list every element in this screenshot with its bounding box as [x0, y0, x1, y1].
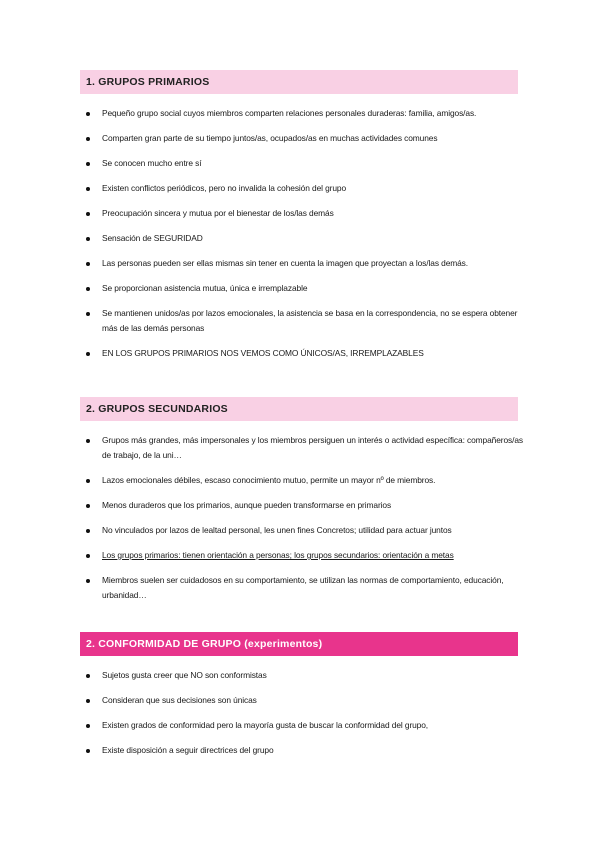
- list-item: EN LOS GRUPOS PRIMARIOS NOS VEMOS COMO ÚNICOS/AS, IRREMPLAZABLES: [84, 346, 524, 361]
- conformidad-list: [84, 668, 524, 758]
- list-item: Las personas pueden ser ellas mismas sin tener en cuenta la imagen que proyectan a los/las demás.: [84, 256, 524, 271]
- list-item: Se mantienen unidos/as por lazos emocionales, la asistencia se basa en la correspondencia, no se espera obtener más de las demás personas: [84, 306, 524, 336]
- list-item: Pequeño grupo social cuyos miembros comparten relaciones personales duraderas: familia, amigos/as.: [84, 106, 524, 121]
- list-item: Se proporcionan asistencia mutua, única e irremplazable: [84, 281, 524, 296]
- section-title: 2. CONFORMIDAD DE GRUPO (experimentos): [86, 638, 323, 650]
- section-heading-grupos-secundarios: [80, 397, 518, 421]
- list-item: Consideran que sus decisiones son únicas: [84, 693, 524, 708]
- list-item: Existen conflictos periódicos, pero no invalida la cohesión del grupo: [84, 181, 524, 196]
- list-item: Existen grados de conformidad pero la mayoría gusta de buscar la conformidad del grupo,: [84, 718, 524, 733]
- section-heading-grupos-primarios: [80, 70, 518, 94]
- grupos-primarios-list: [84, 106, 524, 361]
- list-item: Grupos más grandes, más impersonales y los miembros persiguen un interés o actividad específica: compañeros/as de trabajo, de la uni…: [84, 433, 524, 463]
- list-item: Comparten gran parte de su tiempo juntos/as, ocupados/as en muchas actividades comunes: [84, 131, 524, 146]
- list-item: Se conocen mucho entre sí: [84, 156, 524, 171]
- list-item: Menos duraderos que los primarios, aunque pueden transformarse en primarios: [84, 498, 524, 513]
- list-item: Lazos emocionales débiles, escaso conocimiento mutuo, permite un mayor nº de miembros.: [84, 473, 524, 488]
- list-item: Miembros suelen ser cuidadosos en su comportamiento, se utilizan las normas de comportamiento, educación, urbanidad…: [84, 573, 524, 603]
- section-title: 2. GRUPOS SECUNDARIOS: [86, 403, 228, 415]
- list-item: No vinculados por lazos de lealtad personal, les unen fines Concretos; utilidad para actuar juntos: [84, 523, 524, 538]
- list-item: Preocupación sincera y mutua por el bienestar de los/las demás: [84, 206, 524, 221]
- grupos-secundarios-list: [84, 433, 524, 603]
- section-heading-conformidad: [80, 632, 518, 656]
- list-item: Los grupos primarios: tienen orientación a personas; los grupos secundarios: orientación a metas: [84, 548, 524, 563]
- section-title: 1. GRUPOS PRIMARIOS: [86, 76, 210, 88]
- list-item: Existe disposición a seguir directrices del grupo: [84, 743, 524, 758]
- list-item: Sujetos gusta creer que NO son conformistas: [84, 668, 524, 683]
- list-item: Sensación de SEGURIDAD: [84, 231, 524, 246]
